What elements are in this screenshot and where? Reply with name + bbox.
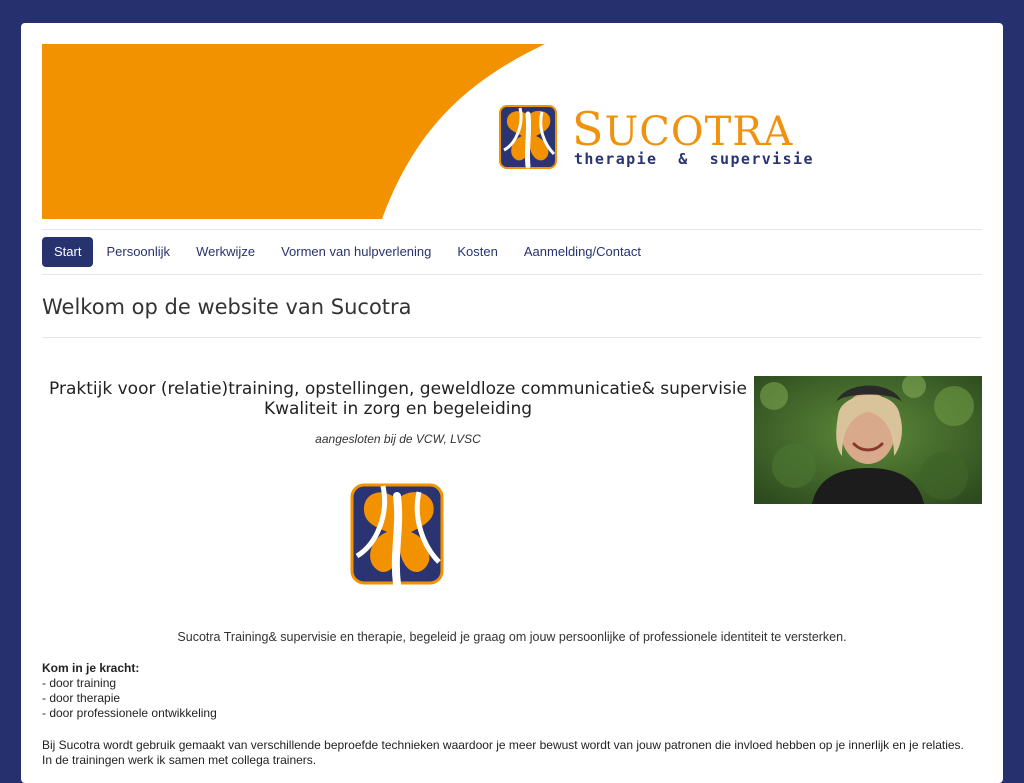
portrait-image (754, 376, 982, 504)
butterfly-logo-large-icon (349, 482, 445, 586)
nav-item-vormen-van-hulpverlening[interactable]: Vormen van hulpverlening (281, 244, 432, 259)
nav-item-aanmelding-contact[interactable]: Aanmelding/Contact (523, 244, 641, 259)
page-container (21, 23, 1003, 783)
kracht-item: - door training (42, 676, 117, 690)
page-title: Welkom op de website van Sucotra (42, 295, 412, 319)
nav-item-kosten[interactable]: Kosten (457, 244, 498, 259)
kracht-title: Kom in je kracht: (42, 661, 140, 675)
brand-name (572, 102, 793, 156)
headline-line-1: Praktijk voor (relatie)training, opstellingen, geweldloze communicatie& supervisie (49, 379, 747, 399)
affiliation-text: aangesloten bij de VCW, LVSC (315, 432, 481, 446)
nav-divider-top (42, 229, 982, 230)
nav-item-werkwijze[interactable]: Werkwijze (196, 244, 256, 259)
brand-name-rest: UCOTRA (604, 109, 794, 155)
headline-line-2: Kwaliteit in zorg en begeleiding (263, 399, 533, 419)
nav-item-start[interactable]: Start (42, 237, 93, 267)
practice-headline (42, 379, 754, 419)
nav-divider-bottom (42, 274, 982, 275)
body-paragraph (42, 738, 992, 768)
brand-tagline: therapie & supervisie (574, 150, 814, 168)
body-line-2: In de trainingen werk ik samen met collega trainers. (42, 753, 317, 767)
kracht-list (42, 661, 217, 721)
nav-item-persoonlijk[interactable]: Persoonlijk (106, 244, 171, 259)
kracht-item: - door therapie (42, 691, 121, 705)
butterfly-logo-icon (498, 104, 558, 170)
main-navigation (42, 237, 654, 267)
header-banner (42, 44, 982, 219)
intro-text: Sucotra Training& supervisie en therapie, begeleid je graag om jouw persoonlijke of professionele identiteit te versterken. (177, 630, 847, 644)
portrait-photo (754, 376, 982, 504)
body-line-1: Bij Sucotra wordt gebruik gemaakt van verschillende beproefde technieken waardoor je meer bewust wordt van jouw patronen die invloed hebben op je innerlijk en je relaties. (42, 738, 964, 752)
title-divider (42, 337, 982, 338)
kracht-item: - door professionele ontwikkeling (42, 706, 217, 720)
brand-name-initial: S (572, 102, 605, 156)
